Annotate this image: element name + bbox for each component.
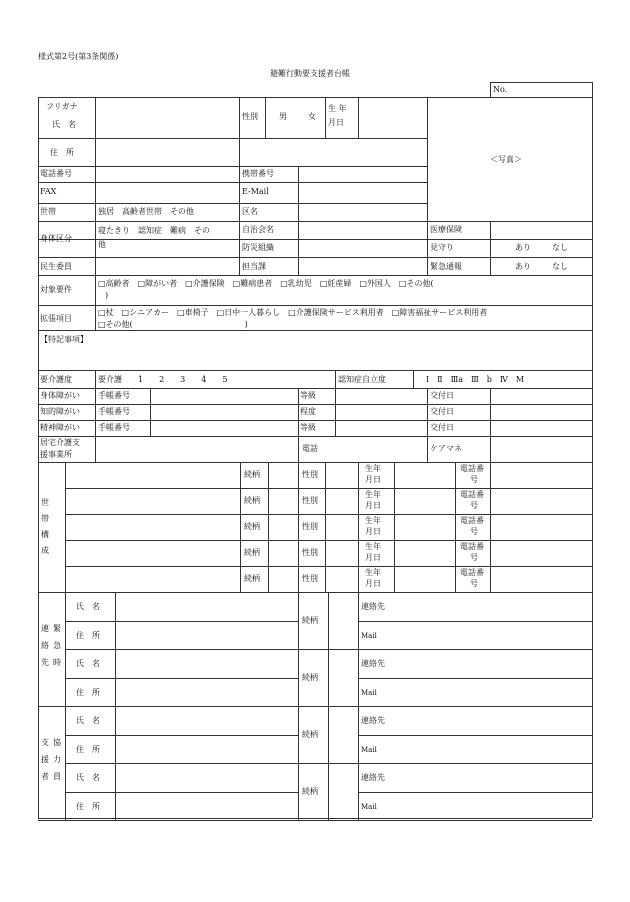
mobile-label: 携帯番号 xyxy=(242,169,274,178)
form-style-number: 様式第2号(第3条関係) xyxy=(38,52,119,61)
care-office-field[interactable] xyxy=(98,438,296,460)
grid-line xyxy=(427,97,428,275)
gender-male: 男 xyxy=(279,112,287,121)
commissioner-label: 民生委員 xyxy=(40,262,72,271)
grid-line xyxy=(38,257,592,258)
body-class-options-1: 寝たきり 認知症 難病 その xyxy=(98,226,210,235)
family-section-label: 世 xyxy=(41,498,49,507)
birth-label-2: 月日 xyxy=(328,118,344,127)
target-other-close: ) xyxy=(105,291,109,300)
emergency-address-field[interactable] xyxy=(118,680,296,705)
emergency-mail-label: Mail xyxy=(361,631,377,640)
grid-line xyxy=(239,239,490,240)
notes-label: 【特記事項】 xyxy=(40,335,88,344)
grid-line xyxy=(38,820,592,821)
care-manager-label: ケアマネ xyxy=(430,444,462,453)
family-member-name-field[interactable] xyxy=(68,490,238,512)
emergency-address-field[interactable] xyxy=(118,623,296,648)
disability-grade-field[interactable] xyxy=(338,406,424,419)
emergency-contact-field[interactable] xyxy=(395,594,590,619)
watch-yes: あり xyxy=(515,243,531,252)
grid-line xyxy=(65,514,592,515)
grid-line xyxy=(413,370,414,388)
watch-no: なし xyxy=(552,243,568,252)
no-field[interactable] xyxy=(510,83,590,96)
grid-line xyxy=(427,221,592,222)
extension-options: □杖 □シニアカー □車椅子 □日中一人暮らし □介護保険サービス利用者 □障害福祉サービス利用者 xyxy=(98,308,488,317)
family-birth-label-1: 生年 xyxy=(365,490,381,499)
supporters-relation-label: 続柄 xyxy=(302,786,318,796)
ward-field[interactable] xyxy=(302,205,424,219)
grid-line xyxy=(65,566,592,567)
target-options: □高齢者 □障がい者 □介護保険 □難病患者 □乳幼児 □妊産婦 □外国人 □その他( xyxy=(98,279,434,288)
family-relation-field[interactable] xyxy=(270,568,296,590)
grid-line xyxy=(65,488,592,489)
care-office-phone-field[interactable] xyxy=(338,438,424,460)
emergency-relation-label: 続柄 xyxy=(302,615,318,625)
supporters-section-label: 支 xyxy=(41,738,49,747)
family-relation-field[interactable] xyxy=(270,516,296,538)
family-birth-label-1: 生年 xyxy=(365,464,381,473)
supporters-section-label: 者 xyxy=(41,772,49,781)
emergency-address-label: 住 所 xyxy=(76,630,100,640)
family-birth-label-2: 月日 xyxy=(365,579,381,588)
supporters-section-label: 援 xyxy=(41,755,49,764)
grid-line xyxy=(455,462,456,592)
supporters-name-field[interactable] xyxy=(118,765,296,790)
grid-line xyxy=(95,97,96,275)
family-phone-label-1: 電話番 xyxy=(460,542,484,551)
family-relation-field[interactable] xyxy=(270,490,296,512)
grid-line xyxy=(298,388,299,462)
family-member-name-field[interactable] xyxy=(68,516,238,538)
family-member-name-field[interactable] xyxy=(68,464,238,486)
emergency-section-label: 緊 xyxy=(53,624,61,633)
grid-line xyxy=(38,97,592,98)
family-gender-field[interactable] xyxy=(328,490,356,512)
grid-line xyxy=(38,203,427,204)
grid-line xyxy=(240,462,241,592)
grid-line xyxy=(358,678,592,679)
household-options: 独居 高齢者世帯 その他 xyxy=(98,207,194,216)
name-field[interactable] xyxy=(100,100,236,135)
grid-line xyxy=(65,462,66,592)
emergency-section-label: 急 xyxy=(53,641,61,650)
family-birth-label-2: 月日 xyxy=(365,553,381,562)
family-birth-field[interactable] xyxy=(397,464,453,486)
supporters-section-label: 力 xyxy=(53,755,61,764)
emergency-relation-field[interactable] xyxy=(330,594,356,647)
notice-yes: あり xyxy=(515,262,531,271)
gender-female: 女 xyxy=(308,112,316,121)
family-gender-label: 性別 xyxy=(302,548,318,557)
neighborhood-label: 自治会名 xyxy=(242,225,274,234)
handbook-number-label: 手帳番号 xyxy=(98,423,130,432)
grid-line xyxy=(358,735,592,736)
family-gender-field[interactable] xyxy=(328,568,356,590)
fax-label: FAX xyxy=(40,187,57,196)
grid-line xyxy=(65,649,592,650)
disaster-org-label: 防災組織 xyxy=(242,243,274,252)
family-relation-label: 続柄 xyxy=(244,470,260,479)
supporters-name-field[interactable] xyxy=(118,708,296,733)
family-birth-label-2: 月日 xyxy=(365,475,381,484)
grid-line xyxy=(65,678,298,679)
emergency-address-label: 住 所 xyxy=(76,687,100,697)
grid-line xyxy=(490,462,491,592)
grid-line xyxy=(592,82,593,97)
fax-field[interactable] xyxy=(100,184,236,201)
grid-line xyxy=(38,462,592,463)
grid-line xyxy=(358,97,359,138)
grid-line xyxy=(358,792,592,793)
address-field[interactable] xyxy=(100,141,424,164)
handbook-number-field[interactable] xyxy=(153,422,295,435)
no-label: No. xyxy=(493,85,508,94)
supporters-mail-field[interactable] xyxy=(385,794,590,819)
family-birth-label-1: 生年 xyxy=(365,568,381,577)
family-phone-label-2: 号 xyxy=(470,579,478,588)
emergency-section-label: 時 xyxy=(53,658,61,667)
insurance-field[interactable] xyxy=(494,223,590,237)
issue-date-field[interactable] xyxy=(494,406,590,419)
commissioner-field[interactable] xyxy=(100,259,236,273)
body-class-label: 身体区分 xyxy=(40,234,72,243)
family-gender-field[interactable] xyxy=(328,542,356,564)
grid-line xyxy=(394,462,395,592)
supporters-contact-label: 連絡先 xyxy=(361,773,385,782)
grid-line xyxy=(298,462,299,592)
handbook-number-field[interactable] xyxy=(153,406,295,419)
disaster-org-field[interactable] xyxy=(302,241,424,255)
supporters-mail-label: Mail xyxy=(361,745,377,754)
phone-field[interactable] xyxy=(100,168,236,180)
family-phone-label-2: 号 xyxy=(470,501,478,510)
disability-type-label: 精神障がい xyxy=(40,423,80,432)
grid-line xyxy=(358,462,359,592)
emergency-name-field[interactable] xyxy=(118,651,296,676)
family-relation-label: 続柄 xyxy=(244,496,260,505)
family-relation-label: 続柄 xyxy=(244,574,260,583)
emergency-notice-label: 緊急通報 xyxy=(430,262,462,271)
emergency-contact-label: 連絡先 xyxy=(361,659,385,668)
name-label: 氏 名 xyxy=(52,120,76,129)
grid-line xyxy=(38,305,592,306)
family-relation-label: 続柄 xyxy=(244,522,260,531)
supporters-contact-field[interactable] xyxy=(395,708,590,733)
phone-label: 電話番号 xyxy=(40,169,72,178)
household-label: 世帯 xyxy=(40,207,56,216)
grid-line xyxy=(335,388,336,436)
supporters-name-label: 氏 名 xyxy=(76,773,100,782)
grid-line xyxy=(95,275,96,330)
supporters-contact-label: 連絡先 xyxy=(361,716,385,725)
family-birth-label-2: 月日 xyxy=(365,501,381,510)
family-phone-label-1: 電話番 xyxy=(460,568,484,577)
grid-line xyxy=(490,388,491,462)
family-birth-label-1: 生年 xyxy=(365,542,381,551)
address-label: 住 所 xyxy=(50,148,74,157)
disability-grade-label: 等級 xyxy=(300,423,316,432)
family-birth-field[interactable] xyxy=(397,516,453,538)
notice-no: なし xyxy=(552,262,568,271)
family-phone-field[interactable] xyxy=(494,490,590,512)
notes-field[interactable] xyxy=(42,348,588,368)
emergency-relation-label: 続柄 xyxy=(302,672,318,682)
care-office-label-1: 居宅介護支 xyxy=(40,438,80,447)
emergency-relation-field[interactable] xyxy=(330,651,356,704)
family-phone-label-1: 電話番 xyxy=(460,516,484,525)
disability-grade-label: 程度 xyxy=(300,407,316,416)
family-gender-label: 性別 xyxy=(302,574,318,583)
supporters-address-field[interactable] xyxy=(118,737,296,762)
supporters-address-field[interactable] xyxy=(118,794,296,819)
family-phone-field[interactable] xyxy=(494,568,590,590)
extension-label: 拡張項目 xyxy=(40,314,72,323)
grid-line xyxy=(38,592,592,593)
family-phone-field[interactable] xyxy=(494,542,590,564)
family-birth-field[interactable] xyxy=(397,568,453,590)
furigana-label: フリガナ xyxy=(46,102,78,111)
emergency-mail-field[interactable] xyxy=(385,623,590,648)
dementia-options: Ⅰ Ⅱ Ⅲa Ⅲ b Ⅳ M xyxy=(426,375,525,384)
emergency-name-label: 氏 名 xyxy=(76,602,100,611)
issue-date-label: 交付日 xyxy=(430,407,454,416)
grid-line xyxy=(268,462,269,592)
disability-grade-field[interactable] xyxy=(338,390,424,403)
supporters-relation-field[interactable] xyxy=(330,765,356,818)
supporters-relation-field[interactable] xyxy=(330,708,356,761)
family-birth-field[interactable] xyxy=(397,542,453,564)
emergency-section-label: 絡 xyxy=(41,641,49,650)
supporters-mail-field[interactable] xyxy=(385,737,590,762)
handbook-number-field[interactable] xyxy=(153,390,295,403)
supporters-address-label: 住 所 xyxy=(76,801,100,811)
grid-line xyxy=(65,792,298,793)
family-phone-label-2: 号 xyxy=(470,553,478,562)
family-gender-label: 性別 xyxy=(302,470,318,479)
care-level-options: 要介護 1 2 3 4 5 xyxy=(98,375,228,384)
grid-line xyxy=(38,404,592,405)
birth-label-1: 生 年 xyxy=(328,104,347,113)
family-gender-label: 性別 xyxy=(302,496,318,505)
neighborhood-field[interactable] xyxy=(302,223,424,237)
family-gender-field[interactable] xyxy=(328,464,356,486)
grid-line xyxy=(38,97,39,818)
emergency-name-label: 氏 名 xyxy=(76,659,100,668)
family-phone-label-2: 号 xyxy=(470,527,478,536)
care-office-label-2: 援事業所 xyxy=(40,450,72,459)
section-label: 担当課 xyxy=(242,262,266,271)
grid-line xyxy=(265,97,266,138)
family-relation-field[interactable] xyxy=(270,542,296,564)
ward-label: 区名 xyxy=(242,207,258,216)
supporters-section-label: 員 xyxy=(53,772,61,781)
disability-grade-label: 等級 xyxy=(300,391,316,400)
supporters-name-label: 氏 名 xyxy=(76,716,100,725)
page-title: 避難行動要支援者台帳 xyxy=(270,69,350,78)
extension-other: □その他( ) xyxy=(98,320,248,329)
emergency-contact-label: 連絡先 xyxy=(361,602,385,611)
grid-line xyxy=(239,97,240,275)
photo-placeholder: ＜写真＞ xyxy=(490,155,522,164)
dementia-label: 認知症自立度 xyxy=(338,375,386,384)
grid-line xyxy=(38,138,427,139)
issue-date-label: 交付日 xyxy=(430,391,454,400)
family-member-name-field[interactable] xyxy=(68,568,238,590)
family-phone-label-1: 電話番 xyxy=(460,490,484,499)
issue-date-label: 交付日 xyxy=(430,423,454,432)
birthdate-field[interactable] xyxy=(362,100,424,135)
grid-line xyxy=(65,621,298,622)
grid-line xyxy=(65,540,592,541)
supporters-mail-label: Mail xyxy=(361,802,377,811)
supporters-contact-field[interactable] xyxy=(395,765,590,790)
body-class-options-2: 他 xyxy=(98,240,106,249)
supporters-section-label: 協 xyxy=(53,738,61,747)
family-relation-field[interactable] xyxy=(270,464,296,486)
gender-label: 性別 xyxy=(242,112,258,121)
grid-line xyxy=(65,763,592,764)
grid-line xyxy=(38,818,592,819)
family-birth-label-2: 月日 xyxy=(365,527,381,536)
grid-line xyxy=(490,82,491,97)
family-birth-field[interactable] xyxy=(397,490,453,512)
grid-line xyxy=(38,420,592,421)
family-member-name-field[interactable] xyxy=(68,542,238,564)
target-label: 対象要件 xyxy=(40,285,72,294)
family-gender-field[interactable] xyxy=(328,516,356,538)
grid-line xyxy=(38,166,427,167)
grid-line xyxy=(65,735,298,736)
grid-line xyxy=(38,275,592,276)
family-section-label: 帯 xyxy=(41,514,49,523)
issue-date-field[interactable] xyxy=(494,390,590,403)
care-manager-field[interactable] xyxy=(494,438,590,460)
disability-type-label: 身体障がい xyxy=(40,391,80,400)
family-phone-field[interactable] xyxy=(494,516,590,538)
grid-line xyxy=(298,221,299,275)
grid-line xyxy=(95,370,96,462)
family-section-label: 構 xyxy=(41,530,49,539)
grid-line xyxy=(38,436,592,437)
handbook-number-label: 手帳番号 xyxy=(98,391,130,400)
section-field[interactable] xyxy=(302,259,424,273)
grid-line xyxy=(325,462,326,592)
family-phone-field[interactable] xyxy=(494,464,590,486)
grid-line xyxy=(38,706,592,707)
grid-line xyxy=(358,621,592,622)
grid-line xyxy=(38,221,427,222)
family-relation-label: 続柄 xyxy=(244,548,260,557)
email-label: E-Mail xyxy=(242,187,269,196)
email-field[interactable] xyxy=(302,184,424,201)
insurance-label: 医療保険 xyxy=(430,225,462,234)
grid-line xyxy=(150,388,151,436)
grid-line xyxy=(592,97,593,818)
disability-grade-field[interactable] xyxy=(338,422,424,435)
care-office-phone-label: 電話 xyxy=(302,444,318,453)
grid-line xyxy=(335,370,336,388)
family-phone-label-1: 電話番 xyxy=(460,464,484,473)
mobile-field[interactable] xyxy=(302,168,424,180)
disability-type-label: 知的障がい xyxy=(40,407,80,416)
grid-line xyxy=(38,182,427,183)
family-birth-label-1: 生年 xyxy=(365,516,381,525)
issue-date-field[interactable] xyxy=(494,422,590,435)
emergency-section-label: 連 xyxy=(41,624,49,633)
family-phone-label-2: 号 xyxy=(470,475,478,484)
grid-line xyxy=(38,388,592,389)
emergency-section-label: 先 xyxy=(41,658,49,667)
handbook-number-label: 手帳番号 xyxy=(98,407,130,416)
emergency-mail-field[interactable] xyxy=(385,680,590,705)
grid-line xyxy=(38,330,592,331)
care-level-label: 要介護度 xyxy=(40,375,72,384)
supporters-relation-label: 続柄 xyxy=(302,729,318,739)
grid-line xyxy=(38,370,592,371)
emergency-mail-label: Mail xyxy=(361,688,377,697)
family-gender-label: 性別 xyxy=(302,522,318,531)
emergency-contact-field[interactable] xyxy=(395,651,590,676)
grid-line xyxy=(325,97,326,138)
supporters-address-label: 住 所 xyxy=(76,744,100,754)
emergency-name-field[interactable] xyxy=(118,594,296,619)
family-section-label: 成 xyxy=(41,546,49,555)
watch-label: 見守り xyxy=(430,243,454,252)
grid-line xyxy=(427,388,428,462)
grid-line xyxy=(490,221,491,275)
